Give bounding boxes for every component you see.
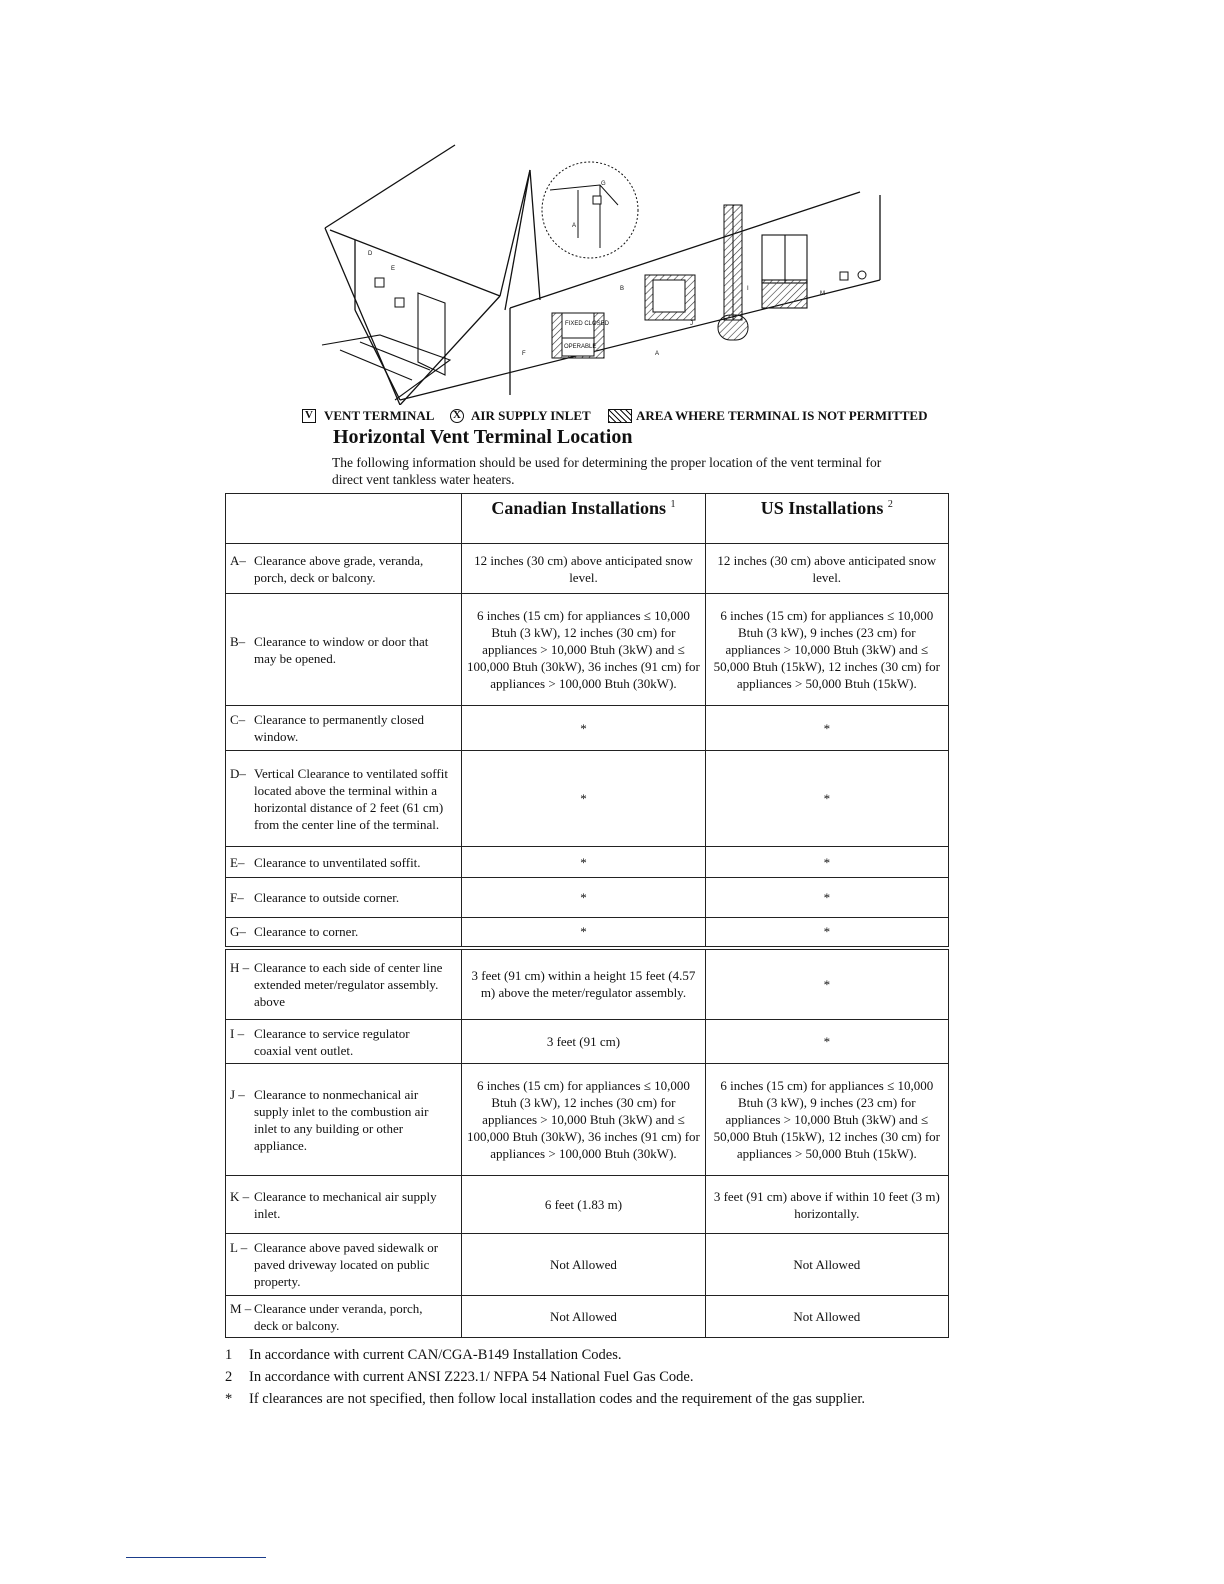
svg-text:OPERABLE: OPERABLE: [564, 344, 597, 350]
us-value: Not Allowed: [705, 1296, 948, 1338]
row-description: Clearance to unventilated soffit.: [254, 854, 421, 870]
us-value: Not Allowed: [705, 1234, 948, 1296]
front-door: [418, 293, 445, 375]
svg-text:FIXED CLOSED: FIXED CLOSED: [565, 321, 610, 327]
canadian-value: *: [462, 751, 705, 847]
row-description: Clearance to permanently closed window.: [254, 712, 425, 744]
row-description: Clearance to each side of center line extended meter/regulator assembly. above: [254, 959, 443, 1009]
table-row: [226, 1176, 949, 1234]
table-row: [226, 706, 949, 751]
row-code: L –: [230, 1240, 248, 1255]
page-title: Horizontal Vent Terminal Location: [333, 426, 633, 448]
us-value: *: [705, 918, 948, 948]
us-value: 12 inches (30 cm) above anticipated snow level.: [705, 544, 948, 594]
footnotes: [225, 1344, 985, 1410]
svg-text:I: I: [747, 286, 749, 292]
row-description: Clearance above grade, veranda, porch, deck or balcony.: [254, 552, 424, 585]
svg-text:M: M: [820, 291, 825, 297]
svg-text:J: J: [690, 321, 693, 327]
table-row: [226, 1020, 949, 1064]
canadian-value: 3 feet (91 cm) within a height 15 feet (4.57 m) above the meter/regulator assembly.: [462, 948, 705, 1020]
table-row: [226, 948, 949, 1020]
header-canadian: Canadian Installations $^1$: [462, 494, 705, 544]
row-code: F–: [230, 890, 244, 905]
table-row: [226, 847, 949, 878]
table-row: [226, 878, 949, 918]
side-windows: [762, 235, 807, 308]
canadian-value: 6 inches (15 cm) for appliances ≤ 10,000 Btuh (3 kW), 12 inches (30 cm) for appliances > 10,000 Btuh (3kW) and ≤ 100,000 Btuh (30kW), 36 inches (91 cm) for appliances > 100,000 Btuh (30kW).: [462, 594, 705, 706]
table-row: [226, 594, 949, 706]
row-code: B–: [230, 633, 246, 649]
us-value: 6 inches (15 cm) for appliances ≤ 10,000 Btuh (3 kW), 9 inches (23 cm) for appliances > 10,000 Btuh (3kW) and ≤ 50,000 Btuh (15kW), 12 inches (30 cm) for appliances > 50,000 Btuh (15kW).: [705, 594, 948, 706]
legend-area-not-permitted: AREA WHERE TERMINAL IS NOT PERMITTED: [636, 408, 928, 423]
chimney-vent-pipe: [724, 205, 742, 320]
clearance-table: [225, 493, 949, 1338]
row-code: I –: [230, 1025, 245, 1041]
footnote-mark: *: [225, 1391, 233, 1407]
canadian-value: *: [462, 706, 705, 751]
hatched-area-icon: [608, 409, 632, 423]
us-value: *: [705, 878, 948, 918]
header-blank: [226, 494, 462, 544]
row-description: Vertical Clearance to ventilated soffit located above the terminal within a horizontal distance of 2 feet (61 cm) from the center line of the terminal.: [254, 765, 448, 832]
svg-text:G: G: [601, 181, 606, 187]
us-value: 6 inches (15 cm) for appliances ≤ 10,000 Btuh (3 kW), 9 inches (23 cm) for appliances > 10,000 Btuh (3kW) and ≤ 50,000 Btuh (15kW), 12 inches (30 cm) for appliances > 50,000 Btuh (15kW).: [705, 1064, 948, 1176]
svg-text:F: F: [522, 351, 526, 357]
footnote: [225, 1366, 985, 1388]
vent-location-diagram: [300, 130, 920, 405]
row-code: A–: [230, 552, 246, 568]
us-value: *: [705, 948, 948, 1020]
table-row: [226, 751, 949, 847]
svg-text:A: A: [572, 223, 577, 229]
footnote-text: In accordance with current CAN/CGA-B149 Installation Codes.: [249, 1347, 622, 1363]
canadian-value: *: [462, 847, 705, 878]
us-value: 3 feet (91 cm) above if within 10 feet (3 m) horizontally.: [705, 1176, 948, 1234]
row-description: Clearance under veranda, porch, deck or balcony.: [254, 1300, 423, 1333]
intro-paragraph: The following information should be used for determining the proper location of the vent terminal for direct vent tankless water heaters.: [332, 455, 882, 487]
us-value: *: [705, 1020, 948, 1064]
canadian-value: *: [462, 918, 705, 948]
canadian-value: 6 inches (15 cm) for appliances ≤ 10,000 Btuh (3 kW), 12 inches (30 cm) for appliances > 10,000 Btuh (3kW) and ≤ 100,000 Btuh (30kW), 36 inches (91 cm) for appliances > 100,000 Btuh (30kW).: [462, 1064, 705, 1176]
header-us: US Installations $^2$: [705, 494, 948, 544]
row-code: M –: [230, 1300, 252, 1316]
row-code: G–: [230, 924, 246, 940]
canadian-value: 6 feet (1.83 m): [462, 1176, 705, 1234]
row-code: D–: [230, 765, 246, 781]
legend-vent-terminal: VENT TERMINAL: [324, 408, 435, 423]
diagram-legend: [300, 406, 960, 426]
canadian-value: Not Allowed: [462, 1234, 705, 1296]
footnote-mark: 2: [225, 1369, 233, 1385]
vent-terminal-symbol: V: [305, 409, 313, 421]
row-description: Clearance to outside corner.: [254, 890, 400, 905]
row-description: Clearance above paved sidewalk or paved driveway located on public property.: [254, 1240, 439, 1289]
footnote: [225, 1388, 985, 1410]
table-row: [226, 918, 949, 948]
canadian-value: 12 inches (30 cm) above anticipated snow level.: [462, 544, 705, 594]
table-header-row: [226, 494, 949, 544]
row-code: C–: [230, 712, 246, 727]
us-value: *: [705, 706, 948, 751]
table-row: [226, 1296, 949, 1338]
air-supply-inlet-symbol: X: [453, 409, 461, 421]
svg-text:B: B: [620, 286, 625, 292]
us-value: *: [705, 847, 948, 878]
row-code: J –: [230, 1086, 245, 1102]
table-row: [226, 544, 949, 594]
row-description: Clearance to window or door that may be opened.: [254, 633, 429, 666]
table-row: [226, 1064, 949, 1176]
table-row: [226, 1234, 949, 1296]
footnote-text: If clearances are not specified, then follow local installation codes and the requirement of the gas supplier.: [249, 1391, 866, 1407]
footnote-mark: 1: [225, 1347, 233, 1363]
legend-air-supply-inlet: AIR SUPPLY INLET: [471, 408, 591, 423]
detail-circle: [542, 162, 638, 258]
footnote-separator: [126, 1557, 266, 1558]
svg-text:D: D: [368, 251, 373, 257]
row-description: Clearance to corner.: [254, 924, 359, 940]
row-description: Clearance to nonmechanical air supply inlet to the combustion air inlet to any building or other appliance.: [254, 1086, 429, 1153]
row-code: E–: [230, 854, 245, 870]
svg-text:A: A: [655, 351, 660, 357]
footnote-text: In accordance with current ANSI Z223.1/ NFPA 54 National Fuel Gas Code.: [249, 1369, 694, 1385]
canadian-value: 3 feet (91 cm): [462, 1020, 705, 1064]
footnote: [225, 1344, 985, 1366]
canadian-value: *: [462, 878, 705, 918]
row-code: H –: [230, 959, 250, 975]
porch-steps: [322, 335, 450, 400]
row-description: Clearance to mechanical air supply inlet.: [254, 1188, 437, 1221]
row-code: K –: [230, 1188, 250, 1204]
row-description: Clearance to service regulator coaxial vent outlet.: [254, 1025, 410, 1058]
canadian-value: Not Allowed: [462, 1296, 705, 1338]
us-value: *: [705, 751, 948, 847]
svg-text:E: E: [391, 266, 396, 272]
